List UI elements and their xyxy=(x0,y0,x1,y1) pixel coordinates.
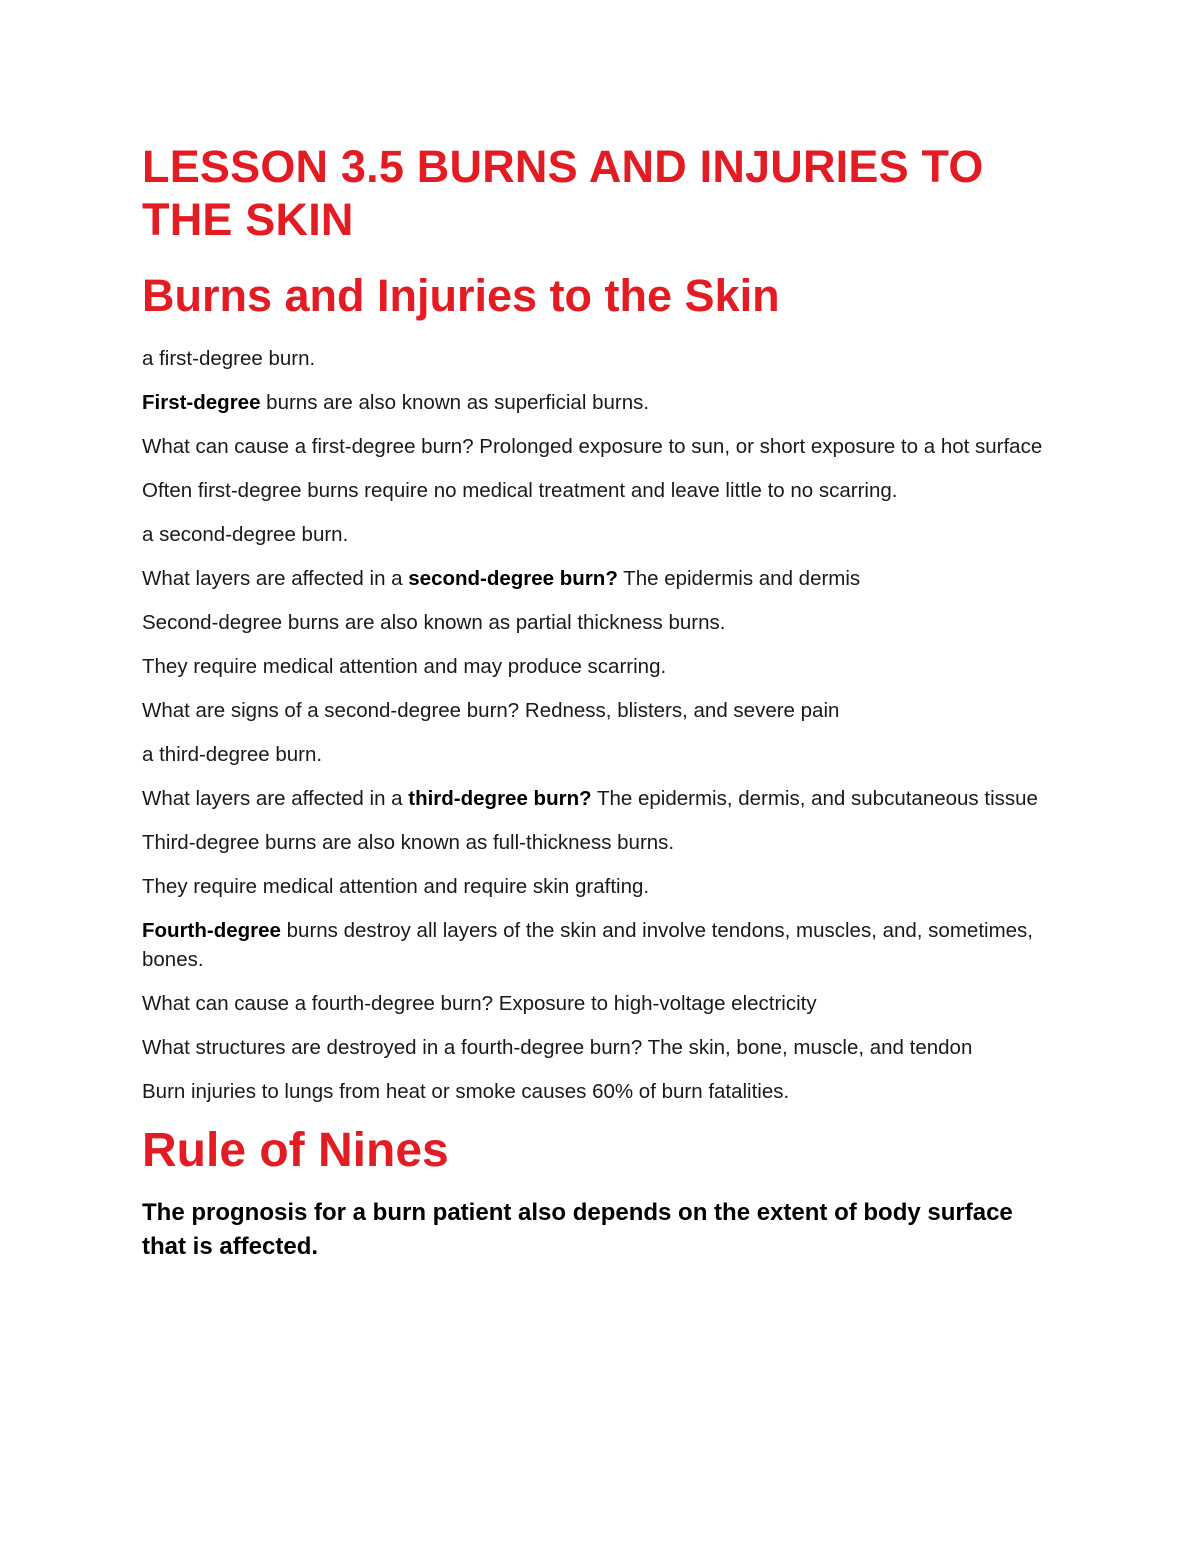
rule-of-nines-subheading: The prognosis for a burn patient also depends on the extent of body surface that is affected. xyxy=(142,1199,1013,1260)
paragraph-text: What layers are affected in a xyxy=(142,787,409,810)
document-content xyxy=(142,140,1062,1264)
term-first-degree: First-degree xyxy=(142,391,261,414)
term-third-degree-burn: third-degree burn? xyxy=(408,787,592,810)
paragraph-second-degree-layers xyxy=(142,564,1062,593)
lesson-title: LESSON 3.5 BURNS AND INJURIES TO THE SKIN xyxy=(142,141,984,245)
paragraph-first-degree-treatment: Often first-degree burns require no medical treatment and leave little to no scarring. xyxy=(142,479,898,502)
paragraph-third-degree-layers xyxy=(142,784,1062,813)
paragraph-fourth-degree-cause: What can cause a fourth-degree burn? Exposure to high-voltage electricity xyxy=(142,992,817,1015)
section-heading-burns: Burns and Injuries to the Skin xyxy=(142,270,780,321)
paragraph-text: burns destroy all layers of the skin and involve tendons, muscles, and, sometimes, bones. xyxy=(142,919,1033,971)
paragraph-third-degree-definition: Third-degree burns are also known as full-thickness burns. xyxy=(142,831,675,854)
paragraph-third-degree-caption: a third-degree burn. xyxy=(142,743,323,766)
paragraph-first-degree-caption: a first-degree burn. xyxy=(142,347,316,370)
paragraph-first-degree-definition xyxy=(142,388,1062,417)
paragraph-text: burns are also known as superficial burns. xyxy=(260,391,650,414)
paragraph-fourth-degree-structures: What structures are destroyed in a fourth-degree burn? The skin, bone, muscle, and tendon xyxy=(142,1036,973,1059)
paragraph-text: What layers are affected in a xyxy=(142,567,409,590)
paragraph-second-degree-signs: What are signs of a second-degree burn? Redness, blisters, and severe pain xyxy=(142,699,840,722)
section-heading-rule-of-nines: Rule of Nines xyxy=(142,1124,449,1177)
term-fourth-degree: Fourth-degree xyxy=(142,919,281,942)
paragraph-fourth-degree-definition xyxy=(142,916,1062,974)
paragraph-second-degree-caption: a second-degree burn. xyxy=(142,523,349,546)
paragraph-first-degree-cause: What can cause a first-degree burn? Prolonged exposure to sun, or short exposure to a hot surface xyxy=(142,435,1043,458)
paragraph-burn-fatalities: Burn injuries to lungs from heat or smoke causes 60% of burn fatalities. xyxy=(142,1080,790,1103)
paragraph-second-degree-treatment: They require medical attention and may produce scarring. xyxy=(142,655,667,678)
paragraph-second-degree-definition: Second-degree burns are also known as partial thickness burns. xyxy=(142,611,726,634)
paragraph-text: The epidermis and dermis xyxy=(617,567,861,590)
term-second-degree-burn: second-degree burn? xyxy=(408,567,618,590)
paragraph-third-degree-treatment: They require medical attention and require skin grafting. xyxy=(142,875,650,898)
paragraph-text: The epidermis, dermis, and subcutaneous tissue xyxy=(591,787,1038,810)
